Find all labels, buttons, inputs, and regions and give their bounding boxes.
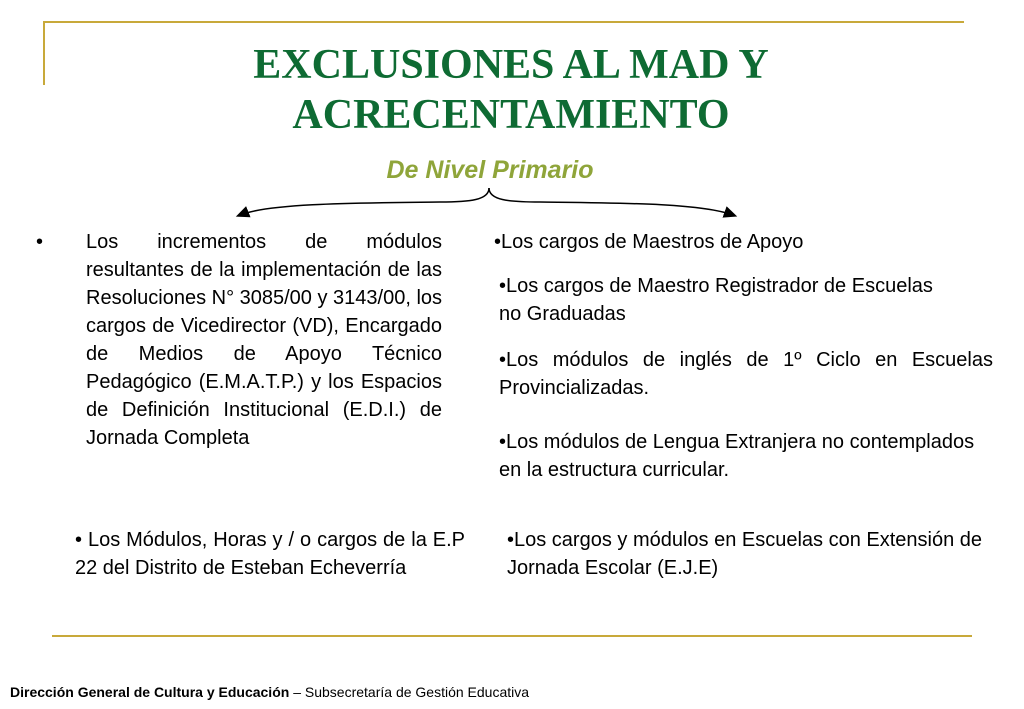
brace-right-arrow bbox=[489, 188, 733, 215]
footer-sub: Subsecretaría de Gestión Educativa bbox=[304, 684, 530, 700]
title-line-1: EXCLUSIONES AL MAD Y bbox=[253, 42, 769, 88]
title-line-2: ACRECENTAMIENTO bbox=[292, 92, 730, 138]
footer bbox=[10, 684, 529, 700]
left-item-1: Los incrementos de módulos resultantes de la implementación de las Resoluciones N° 3085/00 y 3143/00, los cargos de Vicedirector (VD), Encargado de Medios de Apoyo Técnico Pedagógico (E.M.A.T.P.) y los Espacios de Definición Institucional (E.D.I.) de Jornada Completa bbox=[86, 231, 443, 449]
bullet-icon: • bbox=[36, 231, 44, 253]
footer-org: Dirección General de Cultura y Educación bbox=[10, 684, 290, 700]
bottom-rule bbox=[52, 635, 972, 637]
subtitle: De Nivel Primario bbox=[386, 156, 594, 184]
right-item-4: •Los módulos de Lengua Extranjera no contemplados en la estructura curricular. bbox=[499, 431, 975, 481]
right-item-5: •Los cargos y módulos en Escuelas con Extensión de Jornada Escolar (E.J.E) bbox=[507, 529, 983, 579]
right-item-1: •Los cargos de Maestros de Apoyo bbox=[494, 231, 804, 253]
footer-separator: – bbox=[289, 684, 305, 700]
brace-left-arrow bbox=[240, 188, 489, 215]
left-item-2: • Los Módulos, Horas y / o cargos de la E.P 22 del Distrito de Esteban Echeverría bbox=[75, 529, 465, 579]
right-item-3: •Los módulos de inglés de 1º Ciclo en Escuelas Provincializadas. bbox=[499, 349, 993, 399]
right-item-2: •Los cargos de Maestro Registrador de Escuelas no Graduadas bbox=[499, 275, 933, 325]
